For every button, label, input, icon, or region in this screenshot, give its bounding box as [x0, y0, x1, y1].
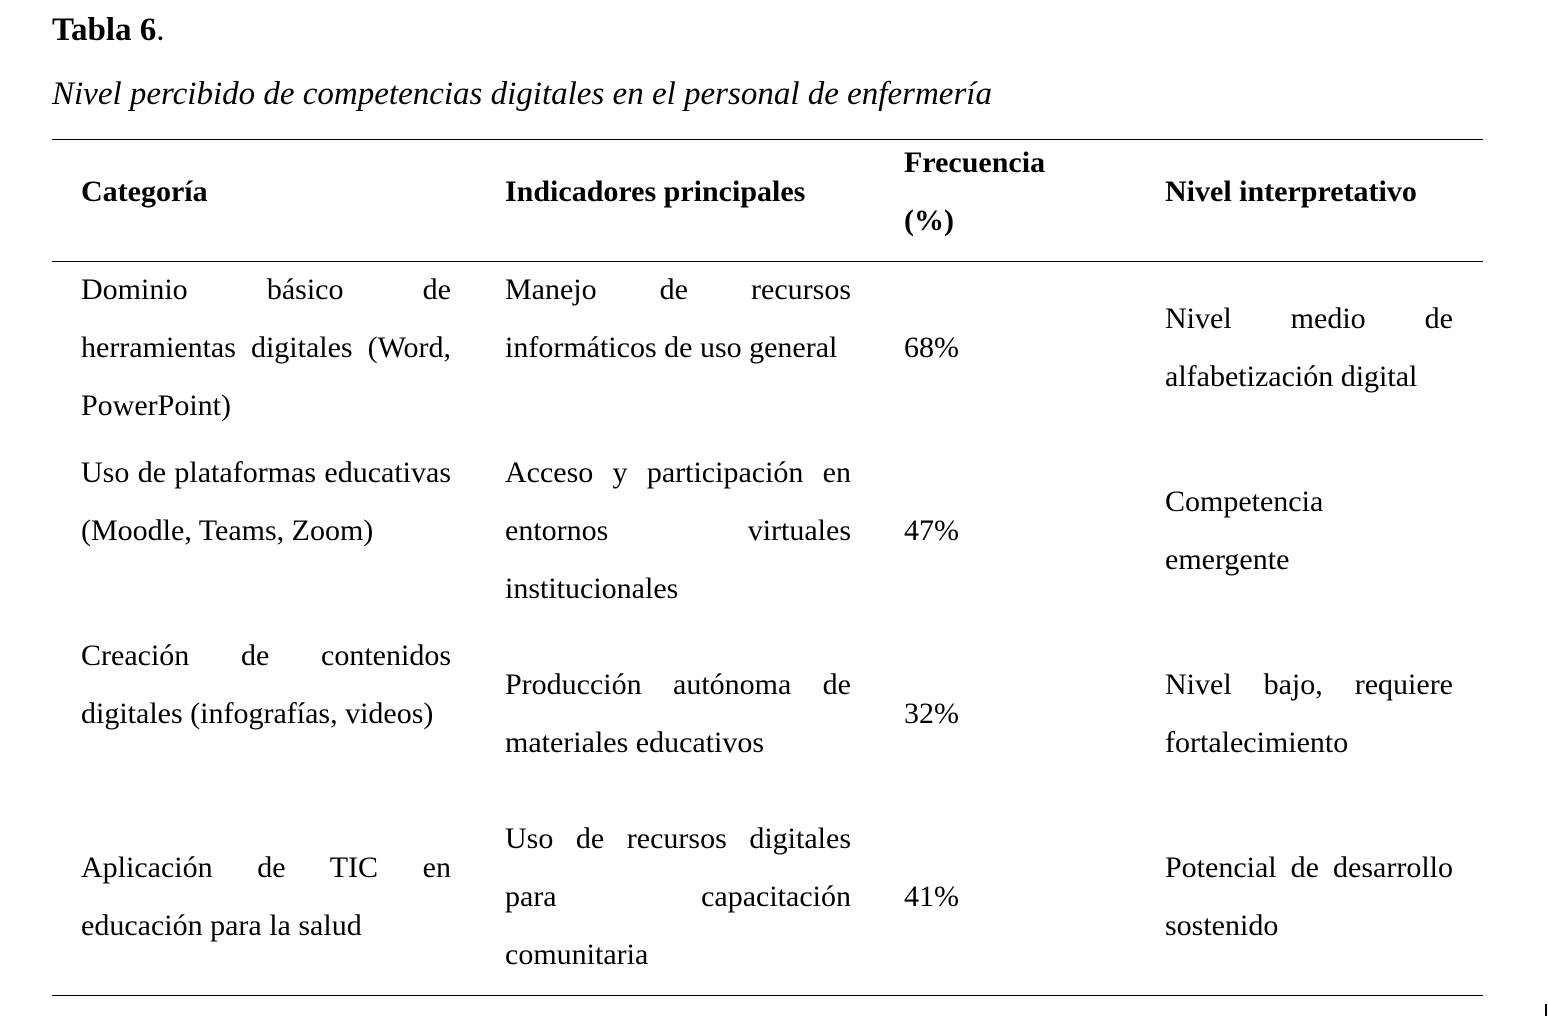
header-frequency-line2: (%): [904, 204, 954, 237]
table-title: Nivel percibido de competencias digitales en el personal de enfermería: [52, 76, 992, 112]
table-top-rule: [52, 139, 1483, 140]
table-bottom-rule: [52, 995, 1483, 996]
row4-indicators: Uso de recursos digitales para capacitación comunitaria: [505, 822, 851, 971]
row1-indicators: Manejo de recursos informáticos de uso general: [505, 273, 851, 364]
row1-category: Dominio básico de herramientas digitales (Word, PowerPoint): [81, 273, 451, 422]
row2-indicators: Acceso y participación en entornos virtuales institucionales: [505, 456, 851, 605]
header-frequency: [904, 134, 1104, 250]
table-number: [52, 8, 165, 52]
table-number-label: Tabla 6: [52, 12, 157, 48]
row2-level: Competencia emergente: [1165, 485, 1324, 576]
row1-level: Nivel medio de alfabetización digital: [1165, 302, 1453, 393]
row4-level: Potencial de desarrollo sostenido: [1165, 851, 1453, 942]
header-frequency-line1: Frecuencia: [904, 146, 1046, 179]
row1-frequency: 68%: [904, 331, 959, 364]
header-level: Nivel interpretativo: [1165, 175, 1417, 208]
header-category: Categoría: [81, 175, 208, 208]
row2-frequency: 47%: [904, 514, 959, 547]
page-edge-mark: [1545, 1004, 1547, 1016]
row3-category: Creación de contenidos digitales (infografías, videos): [81, 639, 451, 730]
row2-category: Uso de plataformas educativas (Moodle, Teams, Zoom): [81, 456, 451, 547]
row3-indicators: Producción autónoma de materiales educativos: [505, 668, 851, 759]
table-number-suffix: .: [156, 12, 165, 48]
row4-category: Aplicación de TIC en educación para la salud: [81, 851, 451, 942]
header-indicators: Indicadores principales: [505, 175, 806, 208]
row4-frequency: 41%: [904, 880, 959, 913]
row3-frequency: 32%: [904, 697, 959, 730]
row3-level: Nivel bajo, requiere fortalecimiento: [1165, 668, 1453, 759]
